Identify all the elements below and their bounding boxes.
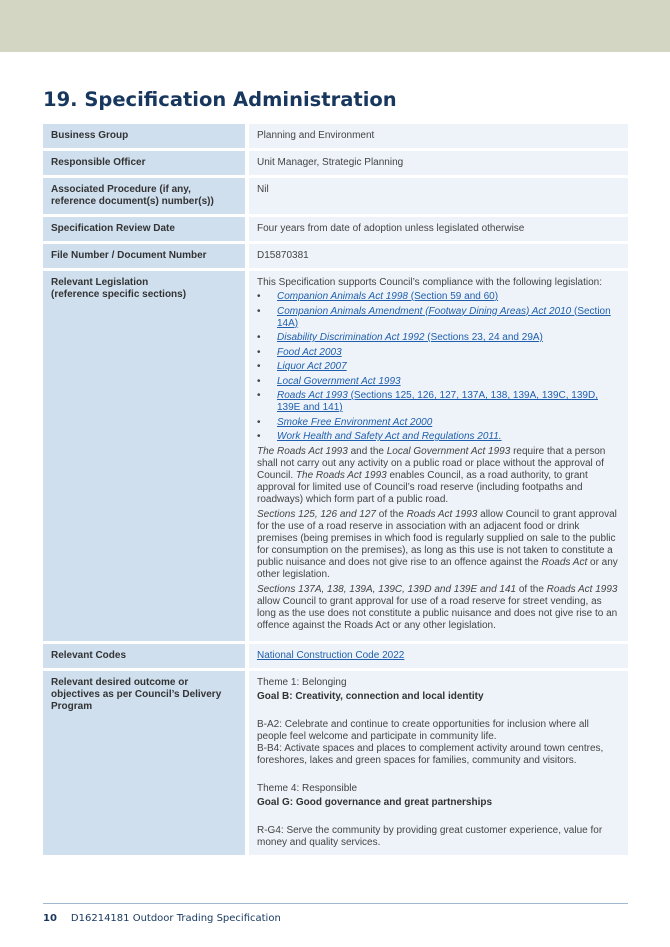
table-row [43,644,628,668]
legislation-intro: This Specification supports Council’s compliance with the following legislation: [257,277,602,288]
outcomes-cell [245,671,628,855]
italic-text: Roads Act 1993 [546,584,618,595]
theme-4: Theme 4: Responsible [257,783,358,794]
table-row [43,124,628,148]
act-sections: (Sections 23, 24 and 29A) [424,332,543,343]
objective-rg4: R-G4: Serve the community by providing great customer experience, value for money and quality services. [257,825,603,848]
act-sections: (Sections 125, 126, 127, 137A, 138, 139A, 139C, 139D, 139E and 141) [277,390,598,413]
legislation-link[interactable] [277,390,598,413]
legislation-item [277,390,620,414]
row-label: Relevant Codes [43,644,245,668]
text: of the [375,509,407,520]
row-value: Unit Manager, Strategic Planning [245,151,628,175]
legislation-link[interactable] [277,431,502,442]
row-value: Four years from date of adoption unless legislated otherwise [245,217,628,241]
goal-g: Goal G: Good governance and great partnerships [257,797,493,808]
legislation-link[interactable] [277,332,543,343]
act-name: Disability Discrimination Act 1992 [277,332,425,343]
theme-1: Theme 1: Belonging [257,677,347,688]
italic-text: Roads Act [541,557,588,568]
italic-text: The Roads Act 1993 [257,446,348,457]
text: require that a person shall not carry out any activity on a public road or place without the approval of Council. [257,446,606,481]
italic-text: Roads Act 1993 [406,509,478,520]
text: allow Council to grant approval for the use of a road reserve in association with an adjacent food or drink premises (being premises in which food is regularly supplied on sale to the public for consumption on the premises), as long as this use is not taken to constitute a public nuisance and does not give rise to an offence against the [257,509,617,568]
row-label: Business Group [43,124,245,148]
row-value: Planning and Environment [245,124,628,148]
act-name: Companion Animals Act 1998 [277,291,408,302]
text: of the [516,584,547,595]
legislation-paragraph [257,509,620,581]
act-name: Liquor Act 2007 [277,361,347,372]
legislation-label-line2: (reference specific sections) [51,289,187,300]
legislation-item [277,291,620,303]
legislation-link[interactable] [277,291,498,302]
legislation-link[interactable] [277,306,611,329]
act-name: Roads Act 1993 [277,390,348,401]
row-label: Relevant desired outcome or objectives as per Council’s Delivery Program [43,671,245,855]
text: allow Council to grant approval for use of a road reserve for street vending, as long as the use does not constitute a public nuisance and does not give rise to an offence against the Roads Act or any other legislation. [257,596,618,631]
objective-bb4: B-B4: Activate spaces and places to complement activity around town centres, foreshores, lakes and green spaces for families, community and visitors. [257,743,604,766]
table-row [43,178,628,214]
legislation-link[interactable] [277,417,432,428]
table-row [43,244,628,268]
legislation-paragraph [257,446,620,506]
table-row [43,151,628,175]
page-title: 19. Specification Administration [43,88,397,111]
legislation-link[interactable] [277,376,401,387]
text: or any other legislation. [257,557,618,580]
legislation-paragraph [257,584,620,632]
legislation-item [277,361,620,373]
italic-text: Sections 125, 126 and 127 [257,509,376,520]
legislation-item [277,417,620,429]
table-row [43,271,628,641]
legislation-item [277,306,620,330]
goal-b: Goal B: Creativity, connection and local identity [257,691,484,702]
national-construction-code-link[interactable]: National Construction Code 2022 [257,650,405,661]
row-label: File Number / Document Number [43,244,245,268]
legislation-list [257,291,620,443]
legislation-item [277,376,620,388]
legislation-link[interactable] [277,347,342,358]
row-label: Specification Review Date [43,217,245,241]
row-label: Responsible Officer [43,151,245,175]
row-value: D15870381 [245,244,628,268]
footer [43,913,281,924]
act-sections: (Section 14A) [277,305,611,329]
text: enables Council, as a road authority, to grant approval for limited use of Council’s road reserve (including footpaths and roadways) which form part of a public road. [257,470,588,505]
row-label [43,271,245,641]
page-number: 10 [43,913,57,924]
act-name: Companion Animals Amendment (Footway Dining Areas) Act 2010 [277,305,572,317]
act-name: Food Act 2003 [277,346,342,358]
act-name: Smoke Free Environment Act 2000 [277,416,433,428]
legislation-cell [245,271,628,641]
italic-text: Sections 137A, 138, 139A, 139C, 139D and 139E and 141 [257,584,517,595]
objective-ba2: B-A2: Celebrate and continue to create opportunities for inclusion where all people feel welcome and participate in community life. [257,719,589,742]
italic-text: Local Government Act 1993 [386,446,511,457]
footer-divider [43,903,628,904]
act-name: Local Government Act 1993 [277,375,401,387]
act-sections: (Section 59 and 60) [408,291,499,302]
legislation-item [277,431,620,443]
document-reference: D16214181 Outdoor Trading Specification [70,913,281,924]
table-row [43,217,628,241]
legislation-label-line1: Relevant Legislation [51,277,149,288]
table-row [43,671,628,855]
row-value [245,644,628,668]
act-name: Work Health and Safety Act and Regulations 2011. [277,431,502,442]
italic-text: The Roads Act 1993 [295,470,387,481]
header-band [0,0,670,52]
row-label: Associated Procedure (if any, reference document(s) number(s)) [43,178,245,214]
text: and the [347,446,387,457]
administration-table [43,121,628,858]
row-value: Nil [245,178,628,214]
legislation-link[interactable] [277,361,347,372]
legislation-item [277,332,620,344]
legislation-item [277,347,620,359]
